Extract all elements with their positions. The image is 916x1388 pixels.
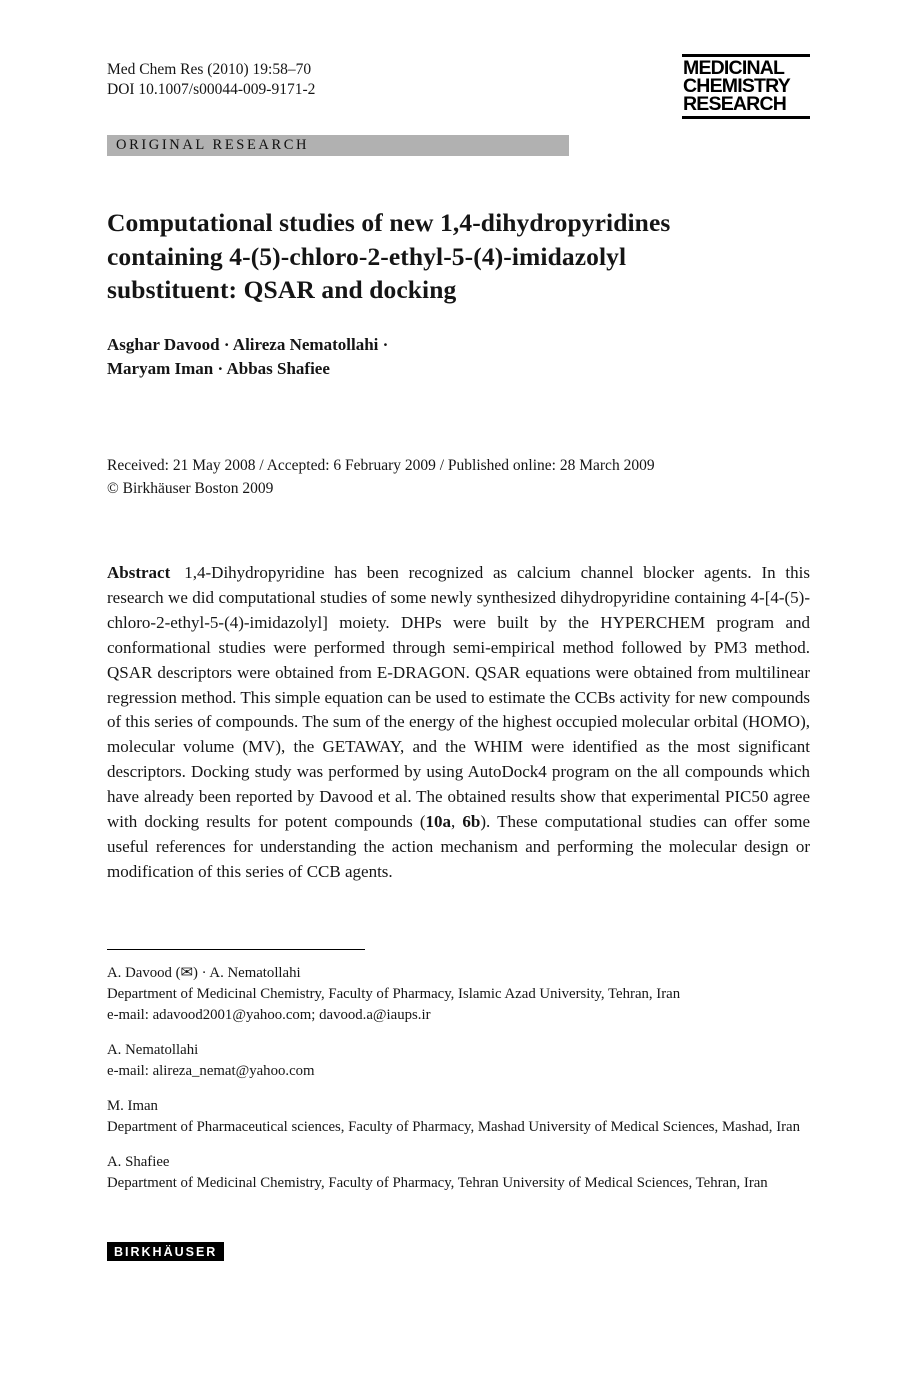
abstract-separator: , bbox=[451, 812, 463, 832]
logo-line-chemistry: CHEMISTRY bbox=[683, 75, 790, 98]
footnote-divider bbox=[107, 949, 365, 950]
footnote-authors-line: A. Shafiee bbox=[107, 1154, 170, 1171]
author-line-1: Asghar Davood · Alireza Nematollahi · bbox=[107, 334, 389, 354]
footnote-authors-line: M. Iman bbox=[107, 1098, 158, 1115]
footnote-email: e-mail: adavood2001@yahoo.com; davood.a@iaups.ir bbox=[107, 1007, 431, 1024]
publisher-logo-birkhauser: BIRKHÄUSER bbox=[107, 1242, 224, 1261]
author-list bbox=[107, 333, 810, 382]
footnote-affiliation: Department of Medicinal Chemistry, Faculty of Pharmacy, Islamic Azad University, Tehran, Iran bbox=[107, 986, 681, 1003]
footnote-authors-line: A. Davood (✉) · A. Nematollahi bbox=[107, 965, 301, 982]
article-title bbox=[107, 206, 810, 305]
footnote-email: e-mail: alireza_nemat@yahoo.com bbox=[107, 1063, 315, 1080]
footnote-affiliation: Department of Medicinal Chemistry, Faculty of Pharmacy, Tehran University of Medical Sciences, Tehran, Iran bbox=[107, 1175, 768, 1192]
compound-id-10a: 10a bbox=[425, 812, 451, 832]
journal-citation: Med Chem Res (2010) 19:58–70 bbox=[107, 61, 312, 78]
doi-line: DOI 10.1007/s00044-009-9171-2 bbox=[107, 81, 316, 99]
footnote-shafiee bbox=[107, 1152, 810, 1194]
footnote-nematollahi bbox=[107, 1040, 810, 1082]
abstract-label: Abstract bbox=[107, 562, 171, 582]
title-line-1: Computational studies of new 1,4-dihydropyridines bbox=[107, 208, 671, 238]
logo-line-research: RESEARCH bbox=[683, 93, 787, 116]
section-label-bar bbox=[107, 135, 569, 156]
title-line-2: containing 4-(5)-chloro-2-ethyl-5-(4)-imidazolyl bbox=[107, 241, 627, 271]
footnote-davood bbox=[107, 963, 810, 1026]
author-line-2: Maryam Iman · Abbas Shafiee bbox=[107, 359, 330, 379]
journal-metadata bbox=[107, 54, 315, 101]
abstract-paragraph bbox=[107, 561, 810, 886]
abstract-body-part-1: 1,4-Dihydropyridine has been recognized as calcium channel blocker agents. In this research we did computational studies of some newly synthesized dihydropyridine containing 4-[4-(5)-chloro-2-ethyl-5-(4)-imidazolyl] moiety. DHPs were built by the HYPERCHEM program and conformational studies were performed through semi-empirical method followed by PM3 method. QSAR descriptors were obtained from E-DRAGON. QSAR equations were obtained from multilinear regression method. This simple equation can be used to estimate the CCBs activity for new compounds of this series of compounds. The sum of the energy of the highest occupied molecular orbital (HOMO), molecular volume (MV), the GETAWAY, and the WHIM were identified as the most significant descriptors. Docking study was performed by using AutoDock4 program on the all compounds which have already been reported by Davood et al. The obtained results show that experimental PIC50 agree with docking results for potent compounds ( bbox=[107, 562, 810, 832]
abstract-body-part-2: ). These computational studies can offer some useful references for understanding the action mechanism and performing the molecular design or modification of this series of CCB agents. bbox=[107, 812, 810, 882]
footnote-authors-line: A. Nematollahi bbox=[107, 1042, 199, 1059]
publication-dates bbox=[107, 454, 810, 501]
footnote-affiliation: Department of Pharmaceutical sciences, Faculty of Pharmacy, Mashad University of Medical Sciences, Mashad, Iran bbox=[107, 1119, 801, 1136]
received-accepted-line: Received: 21 May 2008 / Accepted: 6 February 2009 / Published online: 28 March 2009 bbox=[107, 457, 655, 475]
logo-line-medicinal: MEDICINAL bbox=[683, 57, 785, 79]
footnote-iman bbox=[107, 1096, 810, 1138]
page-header bbox=[107, 54, 810, 119]
title-line-3: substituent: QSAR and docking bbox=[107, 274, 457, 304]
journal-logo bbox=[682, 54, 810, 119]
compound-id-6b: 6b bbox=[462, 812, 481, 832]
footnote-section bbox=[107, 949, 810, 1194]
section-label: ORIGINAL RESEARCH bbox=[116, 137, 310, 154]
copyright-line: © Birkhäuser Boston 2009 bbox=[107, 480, 274, 498]
